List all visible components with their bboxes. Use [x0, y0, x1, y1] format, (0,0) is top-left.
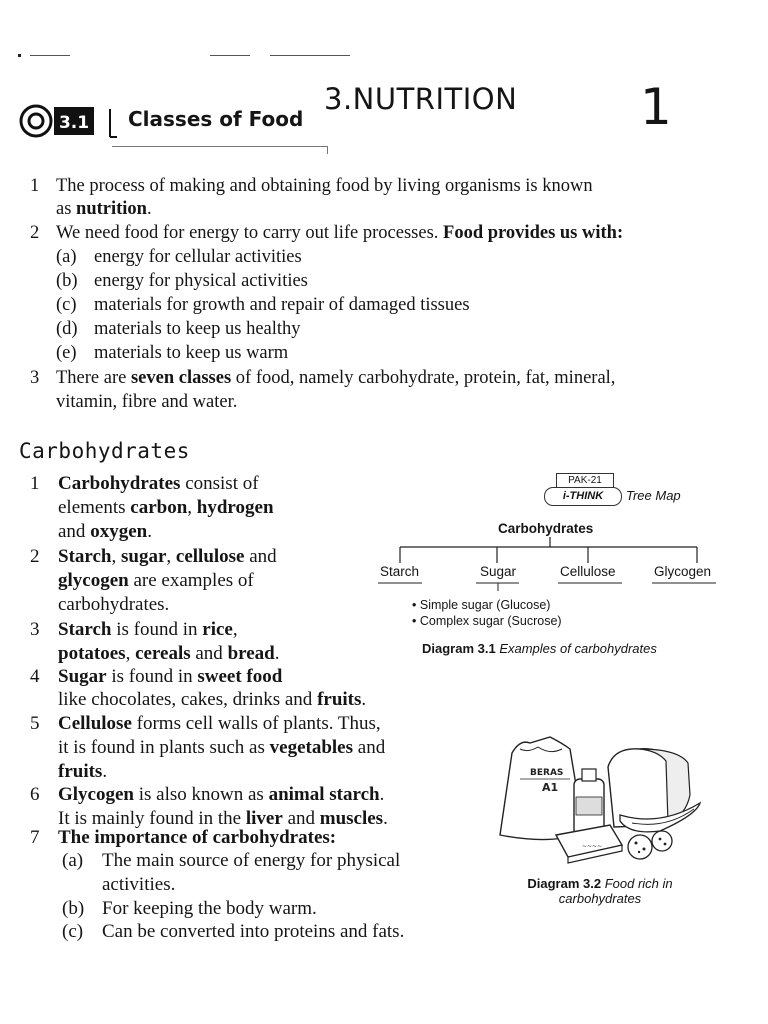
bag-label-2: A1 [542, 781, 559, 794]
intro-num: 3 [30, 368, 40, 388]
importance-c-line-1: Can be converted into proteins and fats. [102, 921, 405, 942]
carb-3-line-1: Starch is found in rice, [58, 619, 238, 640]
pak21-badge: PAK-21 [556, 473, 614, 488]
scan-mark [270, 55, 350, 56]
carb-num: 7 [30, 827, 40, 848]
node-underlines [376, 582, 726, 594]
carb-num: 4 [30, 666, 40, 687]
carb-5-line-3: fruits. [58, 761, 108, 782]
carb-7-line-1: The importance of carbohydrates: [58, 827, 337, 848]
carb-2-line-2: glycogen are examples of [58, 570, 254, 591]
header-rule [112, 146, 328, 147]
provides-text: materials for growth and repair of damaged tissues [94, 295, 470, 315]
carb-3-line-2: potatoes, cereals and bread. [58, 643, 280, 664]
tree-map-label: Tree Map [626, 488, 681, 503]
header-rule-tick [327, 146, 328, 154]
carb-6-line-2: It is mainly found in the liver and muscles. [58, 808, 388, 829]
diagram-3-2-text-2: carbohydrates [558, 891, 642, 906]
carb-4-line-2: like chocolates, cakes, drinks and fruits. [58, 689, 367, 710]
bag-label-1: BERAS [530, 768, 564, 778]
diagram-3-2-label: Diagram 3.2 [527, 876, 602, 891]
sugar-type-2-text: Complex sugar (Sucrose) [419, 614, 562, 628]
food-illustration [490, 735, 720, 870]
importance-a-line-1: The main source of energy for physical [102, 850, 401, 871]
carb-6-line-1: Glycogen is also known as animal starch. [58, 784, 385, 805]
tree-node-starch: Starch [380, 564, 420, 579]
provides-text: materials to keep us warm [94, 343, 289, 363]
diagram-3-1-label: Diagram 3.1 [422, 641, 496, 656]
intro-num: 2 [30, 223, 40, 243]
tree-node-sugar: Sugar [480, 564, 517, 579]
intro-num: 1 [30, 176, 40, 196]
intro-3-line-2: vitamin, fibre and water. [56, 392, 238, 412]
provides-label: (b) [56, 271, 78, 291]
intro-1-line-1: The process of making and obtaining food by living organisms is known [56, 176, 593, 196]
provides-text: materials to keep us healthy [94, 319, 301, 339]
carb-1-line-1: Carbohydrates consist of [58, 473, 259, 494]
importance-label: (b) [62, 898, 85, 919]
carbohydrates-heading: Carbohydrates [19, 439, 190, 463]
scan-dot [18, 54, 21, 57]
svg-text:~~~~: ~~~~ [582, 843, 603, 850]
carb-2-line-3: carbohydrates. [58, 594, 170, 615]
carb-num: 1 [30, 473, 40, 494]
tree-node-glycogen: Glycogen [654, 564, 712, 579]
provides-text: energy for cellular activities [94, 247, 302, 267]
tree-root: Carbohydrates [498, 521, 594, 536]
carb-1-line-3: and oxygen. [58, 521, 152, 542]
carb-num: 3 [30, 619, 40, 640]
scan-mark [210, 55, 250, 56]
provides-label: (d) [56, 319, 78, 339]
importance-label: (c) [62, 921, 84, 942]
provides-text: energy for physical activities [94, 271, 308, 291]
intro-3-line-1: There are seven classes of food, namely carbohydrate, protein, fat, mineral, [56, 368, 616, 388]
diagram-3-2-text: Food rich in [604, 876, 673, 891]
tree-node-cellulose: Cellulose [560, 564, 616, 579]
tree-connectors [370, 537, 730, 567]
carb-num: 5 [30, 713, 40, 734]
importance-b-line-1: For keeping the body warm. [102, 898, 317, 919]
ithink-badge: i-THINK [544, 487, 622, 506]
sugar-type-1: • Simple sugar (Glucose) [412, 598, 551, 612]
section-badge-icon [14, 97, 124, 145]
carb-5-line-1: Cellulose forms cell walls of plants. Thus, [58, 713, 381, 734]
importance-label: (a) [62, 850, 84, 871]
chapter-title: 3.NUTRITION [324, 82, 518, 116]
diagram-3-1-caption [422, 641, 657, 656]
carb-1-line-2: elements carbon, hydrogen [58, 497, 274, 518]
importance-a-line-2: activities. [102, 874, 176, 895]
provides-label: (a) [56, 247, 77, 267]
carb-4-line-1: Sugar is found in sweet food [58, 666, 283, 687]
diagram-3-2-caption [508, 876, 692, 906]
intro-1-line-2: as nutrition. [56, 199, 152, 219]
sugar-type-2: • Complex sugar (Sucrose) [412, 614, 562, 628]
carb-num: 6 [30, 784, 40, 805]
section-number: 3.1 [58, 113, 90, 133]
carb-num: 2 [30, 546, 40, 567]
section-title: Classes of Food [128, 107, 304, 131]
intro-2-line-1: We need food for energy to carry out life processes. Food provides us with: [56, 223, 624, 243]
chapter-number: 1 [640, 78, 672, 136]
provides-label: (e) [56, 343, 77, 363]
carb-5-line-2: it is found in plants such as vegetables and [58, 737, 386, 758]
diagram-3-1-text: Examples of carbohydrates [499, 641, 657, 656]
provides-label: (c) [56, 295, 77, 315]
carb-2-line-1: Starch, sugar, cellulose and [58, 546, 277, 567]
scan-mark [30, 55, 70, 56]
sugar-type-1-text: Simple sugar (Glucose) [419, 598, 551, 612]
